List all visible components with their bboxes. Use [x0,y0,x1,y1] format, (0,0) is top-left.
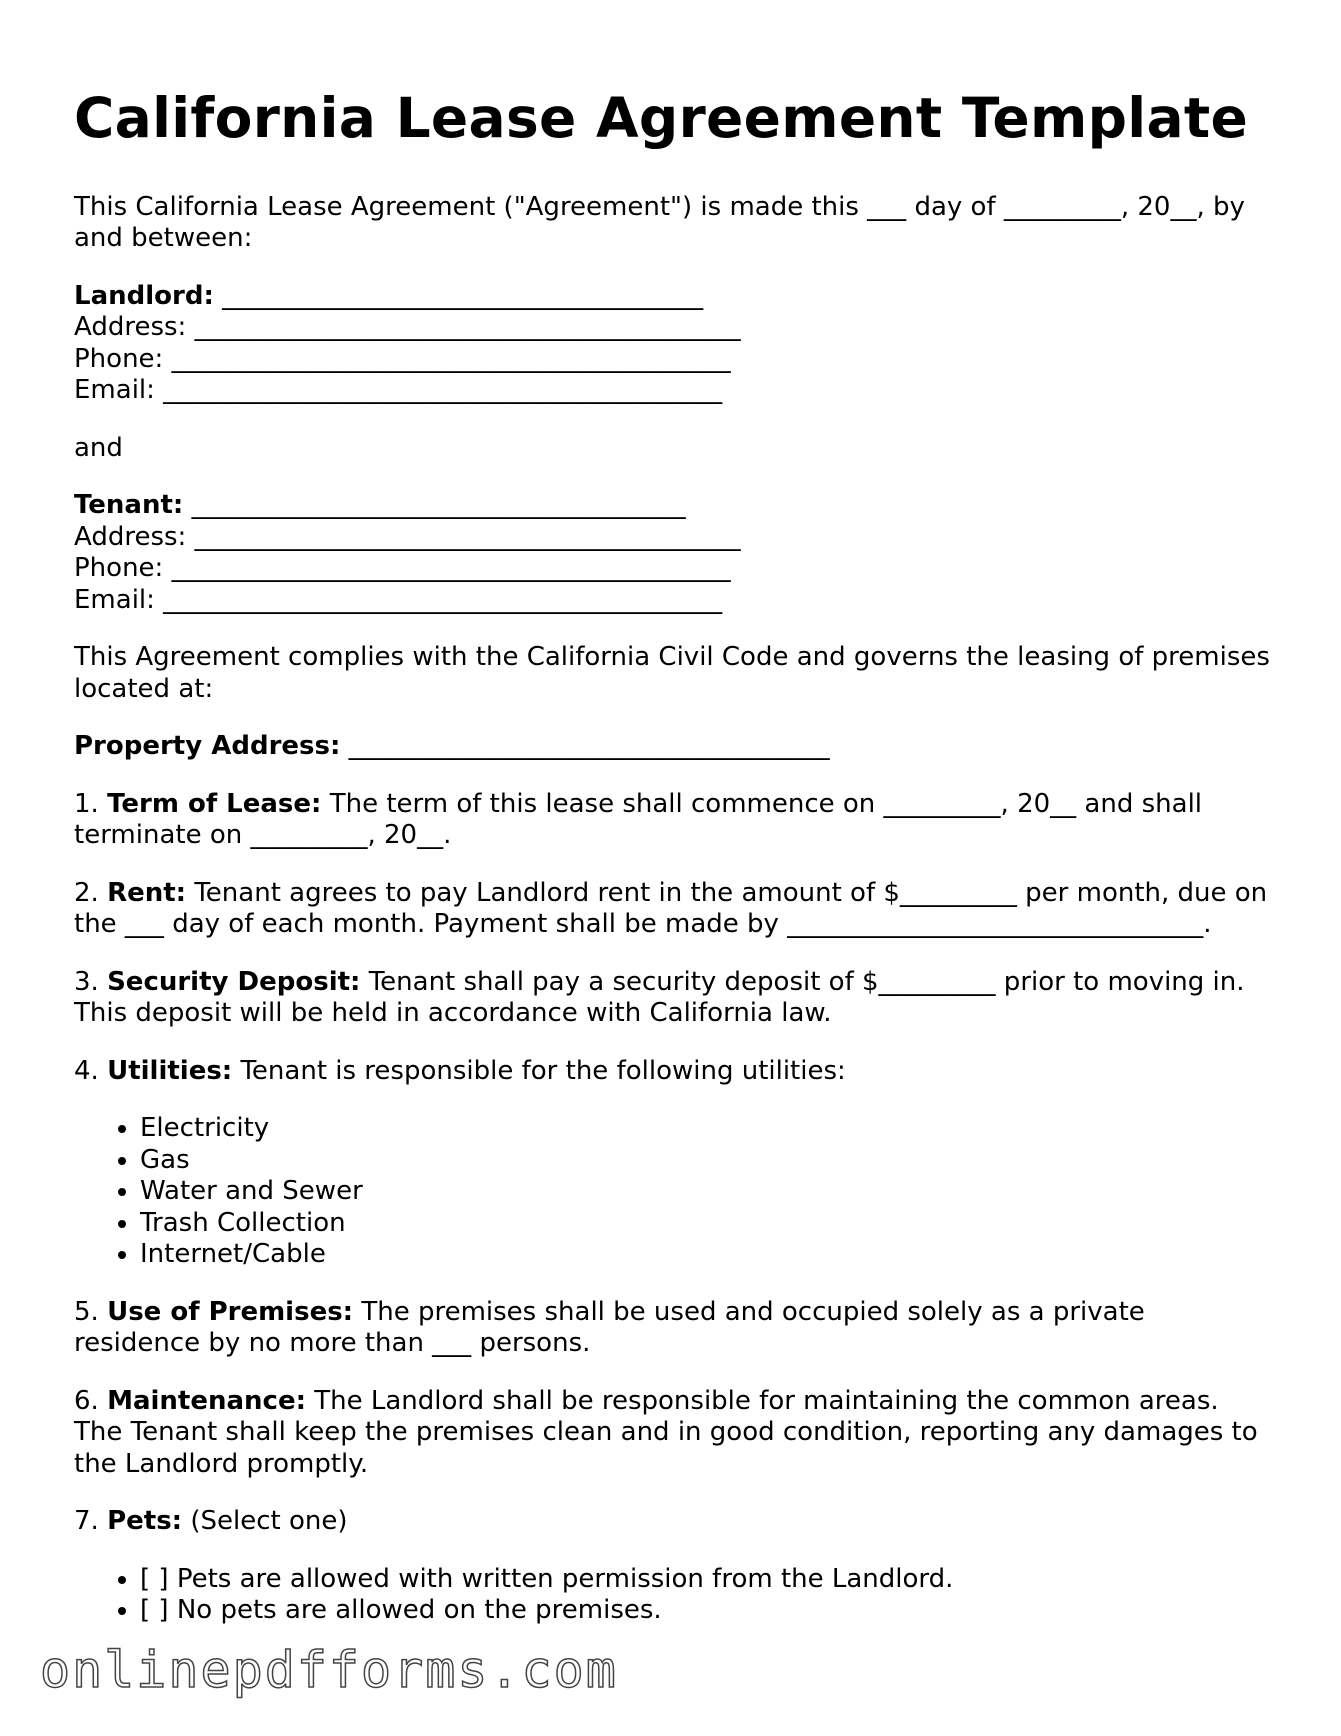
tenant-phone-line: Phone: ___________________________________________ [74,553,731,583]
section-text: The Landlord shall be responsible for maintaining the common areas. The Tenant shall keep the premises clean and in good condition, reporting any damages to the Landlord promptly. [74,1385,1258,1479]
section-number: 6. [74,1385,108,1416]
list-item: • Trash Collection [140,1208,1274,1240]
tenant-label: Tenant: [74,490,184,520]
utilities-list [74,1113,1274,1271]
section-security-deposit [74,967,1274,1030]
section-text: Tenant agrees to pay Landlord rent in the amount of $_________ per month, due on the ___ day of each month. Payment shall be made by ________________________________. [74,877,1268,939]
list-item: • Electricity [140,1113,1274,1145]
document-title: California Lease Agreement Template [74,86,1249,150]
section-label: Use of Premises: [107,1296,354,1327]
section-label: Security Deposit: [107,966,361,997]
section-label: Term of Lease: [107,788,322,819]
document-page [74,88,1274,1653]
tenant-address-line: Address: __________________________________________ [74,521,741,552]
landlord-email-line: Email: ___________________________________________ [74,375,723,405]
section-pets [74,1506,1274,1538]
section-utilities [74,1056,1274,1088]
property-address-line [74,731,1274,763]
section-label: Utilities: [107,1055,233,1086]
property-address-label: Property Address: [74,731,341,761]
pets-list [74,1564,1274,1627]
section-number: 4. [74,1055,108,1086]
watermark-text: onlinepdfforms.com [40,1641,618,1699]
landlord-name-blank: _____________________________________ [213,280,704,311]
landlord-address-line: Address: __________________________________________ [74,312,741,342]
intro-paragraph: This California Lease Agreement ("Agreement") is made this ___ day of _________, 20__, by and between: [74,191,1245,253]
landlord-phone-line: Phone: ___________________________________________ [74,343,731,374]
section-label: Maintenance: [107,1385,306,1416]
section-number: 5. [74,1296,108,1327]
list-item: • Internet/Cable [140,1239,1274,1271]
section-text: The term of this lease shall commence on _________, 20__ and shall terminate on _________, 20__. [74,788,1203,850]
list-item: • Water and Sewer [140,1176,1274,1208]
section-text: Tenant shall pay a security deposit of $_________ prior to moving in. This deposit will be held in accordance with California law. [74,966,1245,1028]
list-item: • [ ] Pets are allowed with written permission from the Landlord. [140,1564,1274,1596]
section-rent [74,878,1274,941]
tenant-name-line [74,490,1274,522]
list-item: • [ ] No pets are allowed on the premises. [140,1595,1274,1627]
section-number: 3. [74,966,108,997]
tenant-email-line: Email: ___________________________________________ [74,584,723,615]
and-text: and [74,432,123,463]
property-address-blank: _____________________________________ [340,731,830,761]
section-term [74,789,1274,852]
section-number: 1. [74,788,108,819]
section-use-of-premises [74,1297,1274,1360]
landlord-name-line [74,281,1274,313]
tenant-block [74,490,1274,616]
tenant-name-blank: ______________________________________ [183,490,686,520]
complies-paragraph: This Agreement complies with the California Civil Code and governs the leasing of premises located at: [74,642,1270,704]
section-number: 2. [74,877,108,908]
section-label: Pets: [107,1506,183,1536]
section-text: (Select one) [182,1506,348,1536]
landlord-block [74,281,1274,407]
section-maintenance [74,1386,1274,1481]
list-item: • Gas [140,1145,1274,1177]
section-text: Tenant is responsible for the following utilities: [232,1055,846,1086]
section-label: Rent: [107,877,187,908]
section-number: 7. [74,1506,108,1536]
landlord-label: Landlord: [74,280,214,311]
section-text: The premises shall be used and occupied solely as a private residence by no more than ___ persons. [74,1296,1145,1358]
